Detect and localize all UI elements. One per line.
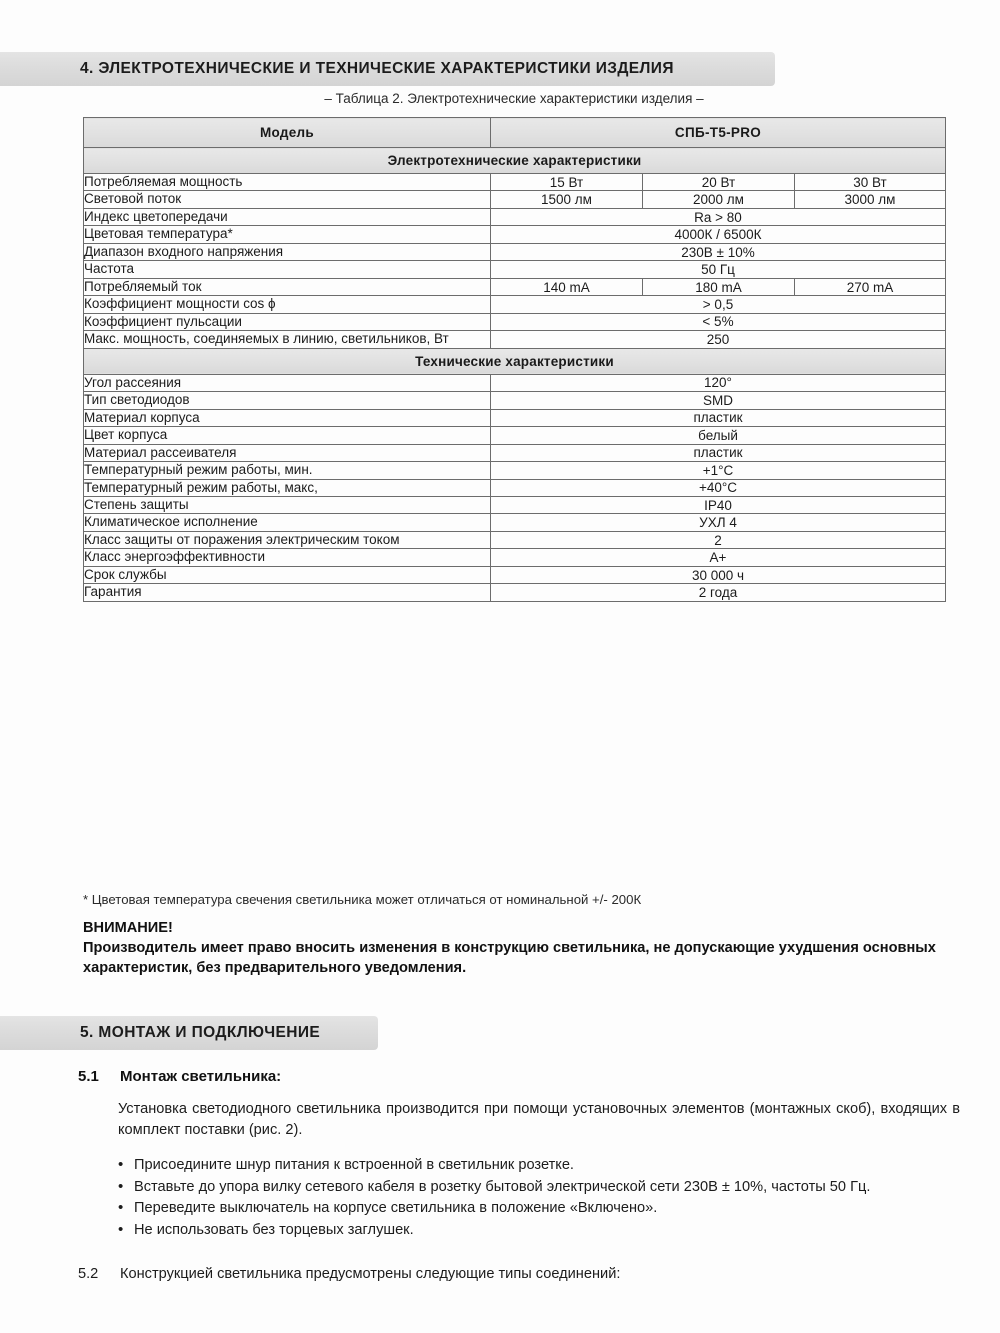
table-row <box>84 296 946 313</box>
table-row-label: Цветовая температура* <box>84 226 491 243</box>
table-row <box>84 531 946 548</box>
subsection-number-5-2: 5.2 <box>78 1266 99 1282</box>
table-row-value: > 0,5 <box>491 296 946 313</box>
mounting-bullet-list <box>118 1155 963 1242</box>
table-band-technical <box>84 348 946 374</box>
table-row-label: Световой поток <box>84 191 491 208</box>
table-header-label: Модель <box>84 118 491 148</box>
attention-block <box>83 918 963 978</box>
table-row-value: 30 Вт <box>795 174 946 191</box>
table-row-value: 270 mA <box>795 278 946 295</box>
table-row-label: Тип светодиодов <box>84 392 491 409</box>
table-row <box>84 496 946 513</box>
table-row-label: Температурный режим работы, мин. <box>84 462 491 479</box>
table-row-label: Температурный режим работы, макс, <box>84 479 491 496</box>
table-row-label: Класс защиты от поражения электрическим током <box>84 531 491 548</box>
table-row-value: IP40 <box>491 496 946 513</box>
table-row-value: 2000 лм <box>643 191 795 208</box>
table-row-label: Коэффициент мощности cos ϕ <box>84 296 491 313</box>
table-band-electrical <box>84 148 946 174</box>
table-row-label: Материал рассеивателя <box>84 444 491 461</box>
table-band-electrical-text: Электротехнические характеристики <box>84 148 946 174</box>
list-item <box>118 1198 963 1219</box>
mounting-paragraph: Установка светодиодного светильника производится при помощи установочных элементов (монтажных скоб), входящих в комплект поставки (рис. 2). <box>118 1101 960 1138</box>
list-item <box>118 1177 963 1198</box>
subsection-heading-5-1 <box>78 1068 281 1085</box>
table-row <box>84 462 946 479</box>
table-row-label: Потребляемая мощность <box>84 174 491 191</box>
table-band-technical-text: Технические характеристики <box>84 348 946 374</box>
table-row-value: < 5% <box>491 313 946 330</box>
list-item-text: Переведите выключатель на корпусе светильника в положение «Включено». <box>134 1200 658 1217</box>
table-row <box>84 374 946 391</box>
table-row-value: УХЛ 4 <box>491 514 946 531</box>
table-row-value: 250 <box>491 331 946 348</box>
table-row-value: пластик <box>491 444 946 461</box>
list-item-text: Вставьте до упора вилку сетевого кабеля в розетку бытовой электрической сети 230В ± 10%, частоты 50 Гц. <box>134 1178 871 1195</box>
table-row-value: 230В ± 10% <box>491 243 946 260</box>
specifications-table <box>83 117 946 602</box>
table-row-value: пластик <box>491 409 946 426</box>
table-header-model: СПБ-Т5-PRO <box>491 118 946 148</box>
table-row <box>84 243 946 260</box>
table-row-value: 3000 лм <box>795 191 946 208</box>
table-body <box>84 118 946 602</box>
table-row <box>84 278 946 295</box>
attention-body: Производитель имеет право вносить изменения в конструкцию светильника, не допускающие ухудшения основных характеристик, без предварительного уведомления. <box>83 940 936 977</box>
table-row-value: +1°С <box>491 462 946 479</box>
table-row <box>84 174 946 191</box>
table-row-value: 15 Вт <box>491 174 643 191</box>
table-row-value: 120° <box>491 374 946 391</box>
table-row-label: Степень защиты <box>84 496 491 513</box>
table-row <box>84 313 946 330</box>
table-row <box>84 392 946 409</box>
table-row <box>84 331 946 348</box>
bullet-marker-icon: • <box>118 1199 124 1217</box>
table-row-value: 30 000 ч <box>491 566 946 583</box>
table-row-label: Частота <box>84 261 491 278</box>
table-row-value: SMD <box>491 392 946 409</box>
table-row-value: 2 года <box>491 584 946 601</box>
table-row-label: Материал корпуса <box>84 409 491 426</box>
table-row <box>84 566 946 583</box>
table-row-value: 2 <box>491 531 946 548</box>
table-row-value: +40°С <box>491 479 946 496</box>
table-row <box>84 479 946 496</box>
subsection-number-5-1: 5.1 <box>78 1068 99 1085</box>
bullet-marker-icon: • <box>118 1156 124 1173</box>
table-row-label: Потребляемый ток <box>84 278 491 295</box>
table-row <box>84 409 946 426</box>
table-row <box>84 514 946 531</box>
table-row-value: 20 Вт <box>643 174 795 191</box>
table-row-label: Климатическое исполнение <box>84 514 491 531</box>
list-item <box>118 1220 963 1241</box>
table-row-value: Ra > 80 <box>491 208 946 225</box>
table-row <box>84 549 946 566</box>
list-item-text: Не использовать без торцевых заглушек. <box>134 1222 414 1239</box>
table-row-value: 50 Гц <box>491 261 946 278</box>
bullet-marker-icon: • <box>118 1221 124 1239</box>
subsection-title-5-1: Монтаж светильника: <box>120 1068 282 1085</box>
table-row-label: Индекс цветопередачи <box>84 208 491 225</box>
table-row-value: 4000К / 6500К <box>491 226 946 243</box>
table-row-label: Класс энергоэффективности <box>84 549 491 566</box>
attention-title: ВНИМАНИЕ! <box>83 920 173 936</box>
section-header-5-text: 5. МОНТАЖ И ПОДКЛЮЧЕНИЕ <box>80 1024 321 1041</box>
list-item-text: Присоедините шнур питания к встроенной в светильник розетке. <box>134 1157 574 1173</box>
table-row-value: A+ <box>491 549 946 566</box>
table-row-label: Срок службы <box>84 566 491 583</box>
table-row-label: Цвет корпуса <box>84 427 491 444</box>
subsection-text-5-2: Конструкцией светильника предусмотрены следующие типы соединений: <box>120 1266 621 1282</box>
table-row <box>84 427 946 444</box>
table-row <box>84 191 946 208</box>
table-row <box>84 584 946 601</box>
section-header-4 <box>0 52 775 86</box>
bullet-marker-icon: • <box>118 1177 124 1195</box>
section-header-4-text: 4. ЭЛЕКТРОТЕХНИЧЕСКИЕ И ТЕХНИЧЕСКИЕ ХАРАКТЕРИСТИКИ ИЗДЕЛИЯ <box>80 60 674 77</box>
table-row <box>84 444 946 461</box>
table-row-label: Коэффициент пульсации <box>84 313 491 330</box>
table-row-label: Угол рассеяния <box>84 374 491 391</box>
table-header-row <box>84 118 946 148</box>
table-row-value: 140 mA <box>491 278 643 295</box>
table-row-value: 180 mA <box>643 278 795 295</box>
table-row-label: Диапазон входного напряжения <box>84 243 491 260</box>
table-row-label: Макс. мощность, соединяемых в линию, светильников, Вт <box>84 331 491 348</box>
subsection-heading-5-2 <box>78 1266 620 1282</box>
table-row <box>84 261 946 278</box>
table-row <box>84 208 946 225</box>
list-item <box>118 1155 963 1176</box>
table-caption: – Таблица 2. Электротехнические характеристики изделия – <box>324 91 704 106</box>
table-footnote: * Цветовая температура свечения светильника может отличаться от номинальной +/- 200К <box>83 892 642 907</box>
table-row-value: 1500 лм <box>491 191 643 208</box>
table-row-value: белый <box>491 427 946 444</box>
section-header-5 <box>0 1016 378 1050</box>
table-row <box>84 226 946 243</box>
table-row-label: Гарантия <box>84 584 491 601</box>
